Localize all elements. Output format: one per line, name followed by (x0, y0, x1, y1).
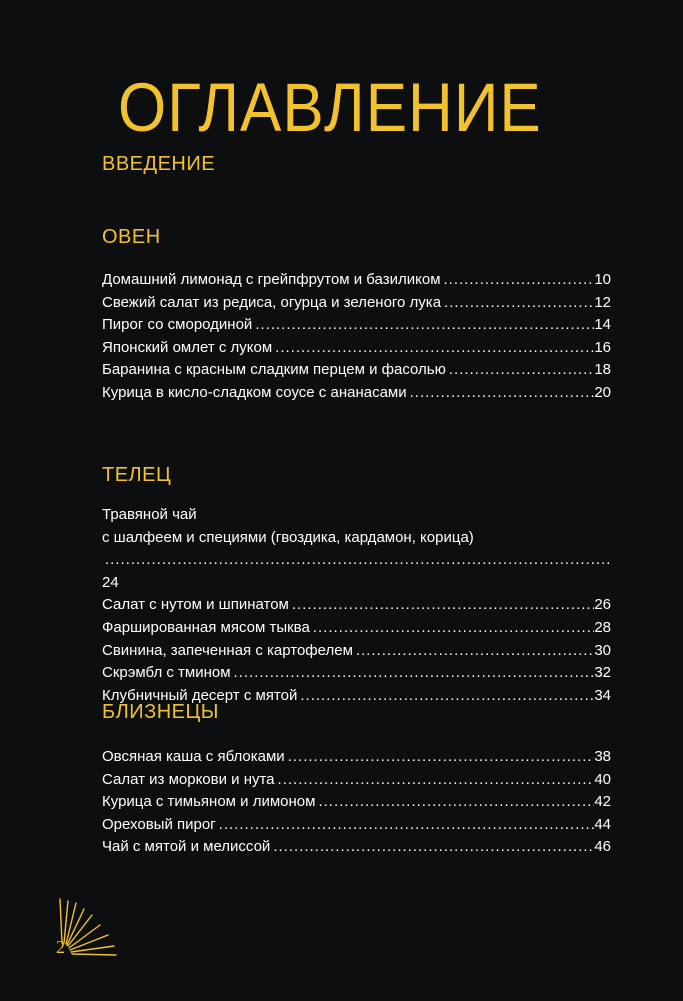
toc-entry-title: Фаршированная мясом тыква (102, 618, 310, 636)
toc-entry-page: 30 (594, 641, 611, 659)
toc-entry-title: Японский омлет с луком (102, 338, 273, 356)
toc-entry[interactable] (102, 382, 611, 405)
toc-entry-title: Чай с мятой и мелиссой (102, 838, 271, 856)
toc-entry-title: Курица с тимьяном и лимоном (102, 793, 316, 811)
toc-entry-page: 26 (594, 596, 611, 614)
dot-leader (275, 769, 595, 792)
toc-entry-page: 12 (594, 293, 611, 311)
toc-entry-page: 14 (594, 316, 611, 334)
toc-entry[interactable] (102, 314, 611, 337)
toc-entry-page: 16 (594, 338, 611, 356)
section-heading-aries: ОВЕН (102, 226, 161, 248)
dot-leader (102, 549, 611, 572)
toc-entry-title: Салат из моркови и нута (102, 770, 275, 788)
toc-entry-title: Овсяная каша с яблоками (102, 748, 285, 765)
toc-entry-page: 24 (102, 573, 119, 591)
section-heading-introduction: ВВЕДЕНИЕ (102, 153, 216, 175)
toc-entry[interactable] (102, 769, 611, 792)
toc-entry[interactable] (102, 337, 611, 360)
dot-leader (272, 337, 594, 360)
dot-leader (407, 382, 595, 405)
toc-entry[interactable] (102, 640, 611, 663)
dot-leader (441, 292, 594, 315)
toc-entry-page: 46 (594, 838, 611, 856)
toc-entry-page: 20 (594, 383, 611, 401)
toc-entry[interactable] (102, 594, 611, 617)
toc-entry-page: 18 (594, 361, 611, 379)
toc-entry[interactable] (102, 617, 611, 640)
toc-entry-page: 42 (594, 793, 611, 811)
dot-leader (216, 814, 595, 837)
dot-leader (441, 269, 595, 292)
dot-leader (289, 594, 594, 617)
toc-entry-title: с шалфеем и специями (гвоздика, кардамон, корица) (102, 528, 474, 546)
dot-leader (353, 640, 594, 663)
page-title: ОГЛАВЛЕНИЕ (118, 70, 542, 147)
dot-leader (285, 746, 595, 769)
toc-entry-page: 32 (594, 664, 611, 682)
toc-entry[interactable] (102, 836, 611, 859)
toc-entry-title: Салат с нутом и шпинатом (102, 596, 289, 614)
toc-entry-page: 28 (594, 618, 611, 636)
toc-entry-title: Свежий салат из редиса, огурца и зеленого лука (102, 293, 442, 311)
page-number: 2 (56, 937, 65, 957)
toc-entry-title: Домашний лимонад с грейпфрутом и базиликом (102, 271, 441, 288)
toc-list-gemini (102, 746, 611, 859)
toc-entry[interactable] (102, 504, 611, 594)
toc-entry-page: 38 (594, 748, 611, 765)
toc-entry-title: Пирог со смородиной (102, 316, 253, 334)
dot-leader (252, 314, 594, 337)
toc-entry-page: 34 (594, 686, 611, 704)
toc-entry-title-line1: Травяной чай (102, 506, 197, 523)
dot-leader (315, 791, 594, 814)
section-heading-gemini: БЛИЗНЕЦЫ (102, 701, 219, 723)
section-heading-taurus: ТЕЛЕЦ (102, 464, 172, 486)
toc-entry[interactable] (102, 662, 611, 685)
toc-entry-title: Свинина, запеченная с картофелем (102, 641, 353, 659)
toc-entry[interactable] (102, 746, 611, 769)
toc-list-aries (102, 269, 611, 405)
dot-leader (310, 617, 595, 640)
toc-entry-title: Скрэмбл с тмином (102, 664, 231, 682)
toc-list-taurus (102, 504, 611, 707)
toc-entry[interactable] (102, 269, 611, 292)
toc-entry-page: 40 (594, 770, 611, 788)
toc-entry-page: 44 (594, 815, 611, 833)
toc-entry-title: Клубничный десерт с мятой (102, 686, 298, 704)
toc-entry-title: Курица в кисло-сладком соусе с ананасами (102, 383, 407, 401)
dot-leader (231, 662, 595, 685)
dot-leader (270, 836, 594, 859)
toc-entry-title: Баранина с красным сладким перцем и фасолью (102, 361, 446, 379)
toc-entry-page: 10 (594, 271, 611, 288)
toc-entry-title: Ореховый пирог (102, 815, 216, 833)
toc-entry[interactable] (102, 814, 611, 837)
dot-leader (297, 685, 594, 708)
toc-entry[interactable] (102, 791, 611, 814)
toc-entry[interactable] (102, 292, 611, 315)
dot-leader (446, 359, 594, 382)
toc-entry[interactable] (102, 359, 611, 382)
